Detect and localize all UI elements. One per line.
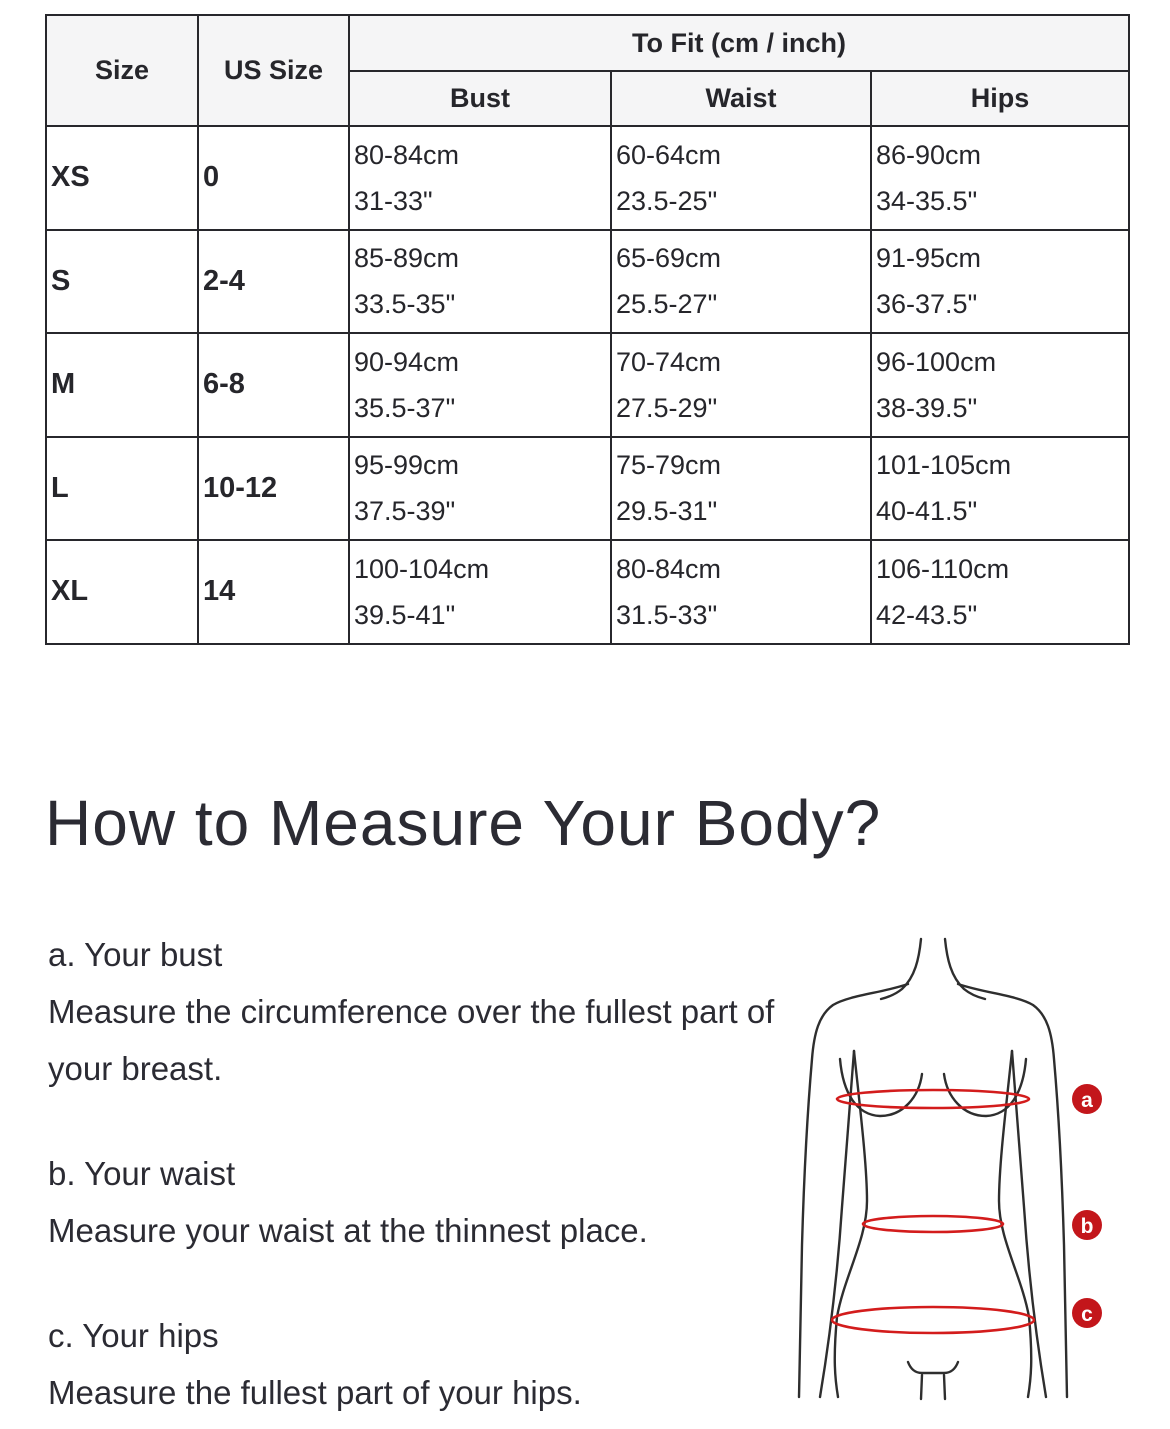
hips-cell	[871, 437, 1129, 541]
bust-cell	[349, 230, 611, 334]
inch-value: 29.5-31"	[616, 496, 718, 527]
inch-value: 23.5-25"	[616, 185, 718, 216]
table-row-xl	[46, 540, 1129, 644]
instruction-title: b. Your waist	[48, 1155, 236, 1192]
waist-cell	[611, 230, 871, 334]
cm-value: 85-89cm	[354, 243, 460, 274]
cm-value: 96-100cm	[876, 346, 997, 377]
hips-cell	[871, 540, 1129, 644]
waist-cell	[611, 126, 871, 230]
cm-value: 60-64cm	[616, 139, 722, 170]
us-size-cell: 10-12	[198, 437, 349, 541]
waist-measure-line	[863, 1216, 1003, 1232]
instruction-title: a. Your bust	[48, 936, 223, 973]
table-row-l	[46, 437, 1129, 541]
inch-value: 36-37.5"	[876, 289, 978, 320]
hips-cell	[871, 126, 1129, 230]
us-size-cell: 14	[198, 540, 349, 644]
instruction-desc: Measure the circumference over the fullest part of your breast.	[48, 993, 775, 1087]
shoulder-arm-right	[958, 984, 1067, 1397]
inch-value: 42-43.5"	[876, 599, 978, 630]
cm-value: 95-99cm	[354, 450, 460, 481]
crotch-outline	[908, 1362, 958, 1399]
cm-value: 106-110cm	[876, 553, 1010, 584]
instruction-item-hips	[48, 1307, 818, 1421]
instruction-item-bust	[48, 926, 818, 1097]
table-row-xs	[46, 126, 1129, 230]
table-row-m	[46, 333, 1129, 437]
us-size-cell: 0	[198, 126, 349, 230]
inch-value: 40-41.5"	[876, 496, 978, 527]
size-cell: XS	[46, 126, 198, 230]
cm-value: 75-79cm	[616, 450, 722, 481]
instruction-title: c. Your hips	[48, 1317, 219, 1354]
hips-badge	[1072, 1298, 1102, 1328]
page-title: How to Measure Your Body?	[45, 787, 882, 859]
inch-value: 25.5-27"	[616, 289, 718, 320]
hips-measure-line	[832, 1307, 1034, 1333]
cm-value: 80-84cm	[616, 553, 722, 584]
waist-badge-letter: b	[1080, 1215, 1094, 1238]
size-cell: M	[46, 333, 198, 437]
bust-cell	[349, 437, 611, 541]
instruction-item-waist	[48, 1145, 818, 1259]
hips-cell	[871, 230, 1129, 334]
inch-value: 33.5-35"	[354, 289, 456, 320]
header-waist: Waist	[611, 71, 871, 126]
inch-value: 27.5-29"	[616, 392, 718, 423]
size-cell: S	[46, 230, 198, 334]
cm-value: 90-94cm	[354, 346, 460, 377]
inch-value: 35.5-37"	[354, 392, 456, 423]
header-to-fit: To Fit (cm / inch)	[349, 15, 1129, 71]
measure-instructions	[48, 926, 818, 1429]
us-size-cell: 2-4	[198, 230, 349, 334]
size-chart-table	[45, 14, 1130, 645]
cm-value: 101-105cm	[876, 450, 1012, 481]
waist-cell	[611, 540, 871, 644]
waist-cell	[611, 333, 871, 437]
cm-value: 80-84cm	[354, 139, 460, 170]
bust-badge-letter: a	[1081, 1089, 1093, 1112]
header-hips: Hips	[871, 71, 1129, 126]
bust-cell	[349, 126, 611, 230]
inch-value: 31.5-33"	[616, 599, 718, 630]
cm-value: 70-74cm	[616, 346, 722, 377]
bust-badge	[1072, 1084, 1102, 1114]
instruction-desc: Measure your waist at the thinnest place.	[48, 1212, 648, 1249]
hips-cell	[871, 333, 1129, 437]
inch-value: 38-39.5"	[876, 392, 978, 423]
cm-value: 100-104cm	[354, 553, 490, 584]
instruction-desc: Measure the fullest part of your hips.	[48, 1374, 582, 1411]
inch-value: 34-35.5"	[876, 185, 978, 216]
waist-cell	[611, 437, 871, 541]
us-size-cell: 6-8	[198, 333, 349, 437]
body-diagram	[790, 933, 1120, 1403]
header-bust: Bust	[349, 71, 611, 126]
inch-value: 37.5-39"	[354, 496, 456, 527]
waist-badge	[1072, 1210, 1102, 1240]
cm-value: 65-69cm	[616, 243, 722, 274]
header-size: Size	[46, 15, 198, 126]
size-cell: XL	[46, 540, 198, 644]
cm-value: 91-95cm	[876, 243, 982, 274]
table-row-s	[46, 230, 1129, 334]
cm-value: 86-90cm	[876, 139, 982, 170]
bust-measure-line	[837, 1090, 1029, 1108]
hips-badge-letter: c	[1081, 1303, 1093, 1326]
bust-cell	[349, 333, 611, 437]
bust-cell	[349, 540, 611, 644]
inch-value: 31-33"	[354, 185, 433, 216]
inch-value: 39.5-41"	[354, 599, 456, 630]
body-diagram-svg	[790, 933, 1120, 1403]
header-us-size: US Size	[198, 15, 349, 126]
shoulder-arm-left	[799, 984, 908, 1397]
size-cell: L	[46, 437, 198, 541]
